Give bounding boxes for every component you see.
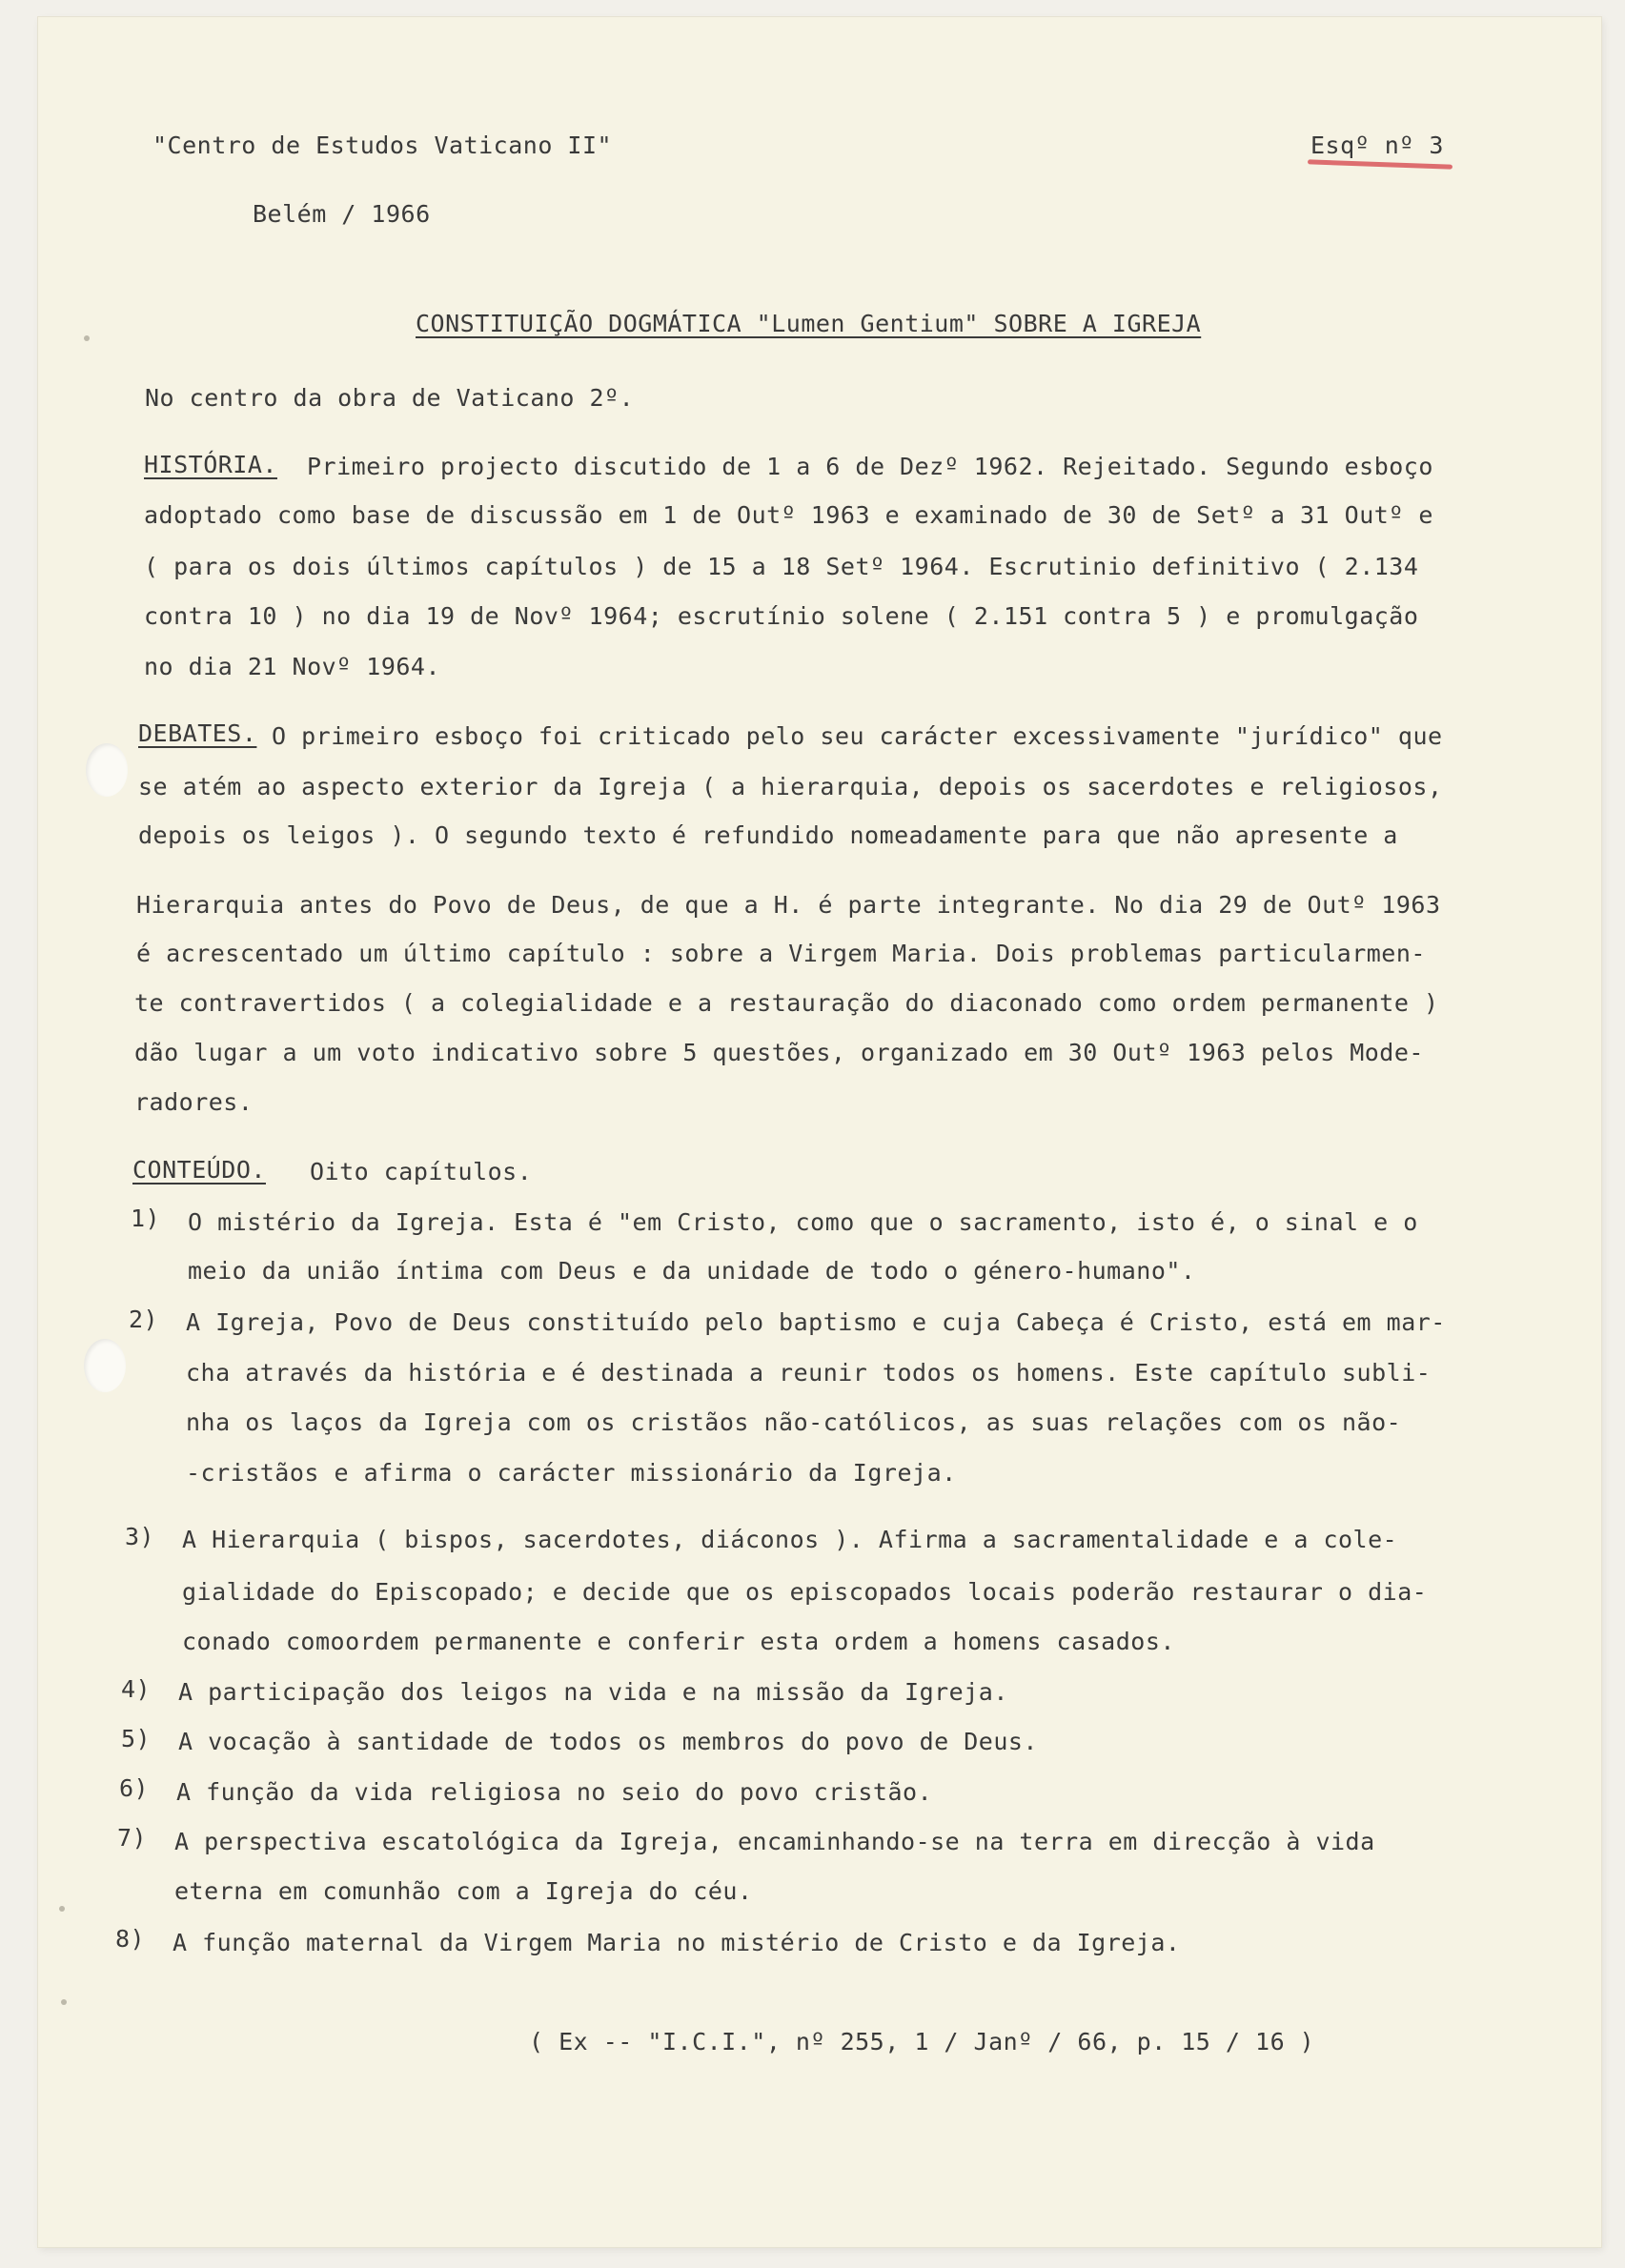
margin-mark: [84, 335, 90, 341]
institution-name: "Centro de Estudos Vaticano II": [152, 132, 613, 159]
debates-line: depois os leigos ). O segundo texto é refundido nomeadamente para que não apresente a: [138, 821, 1398, 849]
debates-line: te contravertidos ( a colegialidade e a restauração do diaconado como ordem permanente ): [134, 989, 1439, 1017]
item-line: O mistério da Igreja. Esta é "em Cristo, como que o sacramento, isto é, o sinal e o: [188, 1208, 1418, 1236]
debates-line: dão lugar a um voto indicativo sobre 5 questões, organizado em 30 Outº 1963 pelos Mode-: [134, 1039, 1424, 1066]
item-line: gialidade do Episcopado; e decide que os episcopados locais poderão restaurar o dia-: [182, 1578, 1428, 1606]
item-number: 1): [131, 1205, 161, 1232]
item-line: meio da união íntima com Deus e da unidade de todo o género-humano".: [188, 1257, 1196, 1285]
conteudo-subtitle: Oito capítulos.: [310, 1158, 533, 1185]
source-citation: ( Ex -- "I.C.I.", nº 255, 1 / Janº / 66, p. 15 / 16 ): [529, 2028, 1315, 2055]
item-line: A função maternal da Virgem Maria no mistério de Cristo e da Igreja.: [173, 1929, 1181, 1956]
historia-line: ( para os dois últimos capítulos ) de 15 a 18 Setº 1964. Escrutinio definitivo ( 2.134: [144, 553, 1419, 580]
item-line: A Hierarquia ( bispos, sacerdotes, diáconos ). Afirma a sacramentalidade e a cole-: [182, 1526, 1398, 1553]
item-line: A Igreja, Povo de Deus constituído pelo baptismo e cuja Cabeça é Cristo, está em mar-: [186, 1308, 1446, 1336]
item-line: A participação dos leigos na vida e na missão da Igreja.: [178, 1678, 1008, 1706]
place-date: Belém / 1966: [253, 200, 431, 228]
debates-line: se atém ao aspecto exterior da Igreja ( a hierarquia, depois os sacerdotes e religiosos,: [138, 773, 1443, 800]
document-reference: Esqº nº 3: [1310, 132, 1444, 159]
item-number: 4): [121, 1675, 152, 1703]
debates-heading: DEBATES.: [138, 719, 257, 747]
item-number: 5): [121, 1725, 152, 1752]
debates-line: é acrescentado um último capítulo : sobre a Virgem Maria. Dois problemas particularmen-: [136, 940, 1426, 967]
item-line: nha os laços da Igreja com os cristãos não-católicos, as suas relações com os não-: [186, 1408, 1402, 1436]
debates-line: O primeiro esboço foi criticado pelo seu carácter excessivamente "jurídico" que: [272, 722, 1443, 750]
margin-mark: [61, 1999, 67, 2005]
historia-line: adoptado como base de discussão em 1 de Outº 1963 e examinado de 30 de Setº a 31 Outº e: [144, 501, 1433, 529]
debates-line: Hierarquia antes do Povo de Deus, de que a H. é parte integrante. No dia 29 de Outº 1963: [136, 891, 1441, 919]
margin-mark: [59, 1906, 65, 1912]
item-line: A função da vida religiosa no seio do povo cristão.: [176, 1778, 933, 1806]
historia-line: Primeiro projecto discutido de 1 a 6 de Dezº 1962. Rejeitado. Segundo esboço: [307, 453, 1433, 480]
item-number: 6): [119, 1774, 150, 1802]
punch-hole-bottom: [84, 1339, 126, 1392]
item-line: -cristãos e afirma o carácter missionário da Igreja.: [186, 1459, 957, 1487]
item-line: A perspectiva escatológica da Igreja, encaminhando-se na terra em direcção à vida: [174, 1828, 1375, 1855]
item-number: 7): [117, 1824, 148, 1852]
historia-line: no dia 21 Novº 1964.: [144, 653, 441, 680]
item-line: A vocação à santidade de todos os membros do povo de Deus.: [178, 1728, 1038, 1755]
item-line: cha através da história e é destinada a reunir todos os homens. Este capítulo subli-: [186, 1359, 1432, 1387]
historia-heading: HISTÓRIA.: [144, 451, 277, 478]
debates-line: radores.: [134, 1088, 254, 1116]
historia-line: contra 10 ) no dia 19 de Novº 1964; escrutínio solene ( 2.151 contra 5 ) e promulgação: [144, 602, 1419, 630]
document-title: CONSTITUIÇÃO DOGMÁTICA "Lumen Gentium" SOBRE A IGREJA: [416, 310, 1202, 337]
item-number: 8): [115, 1925, 146, 1953]
document-page: [38, 17, 1601, 2247]
punch-hole-top: [86, 743, 128, 797]
item-number: 2): [129, 1306, 159, 1333]
item-line: conado comoordem permanente e conferir esta ordem a homens casados.: [182, 1628, 1175, 1655]
conteudo-heading: CONTEÚDO.: [132, 1156, 266, 1184]
item-line: eterna em comunhão com a Igreja do céu.: [174, 1877, 753, 1905]
intro-text: No centro da obra de Vaticano 2º.: [145, 384, 635, 412]
item-number: 3): [125, 1523, 155, 1550]
